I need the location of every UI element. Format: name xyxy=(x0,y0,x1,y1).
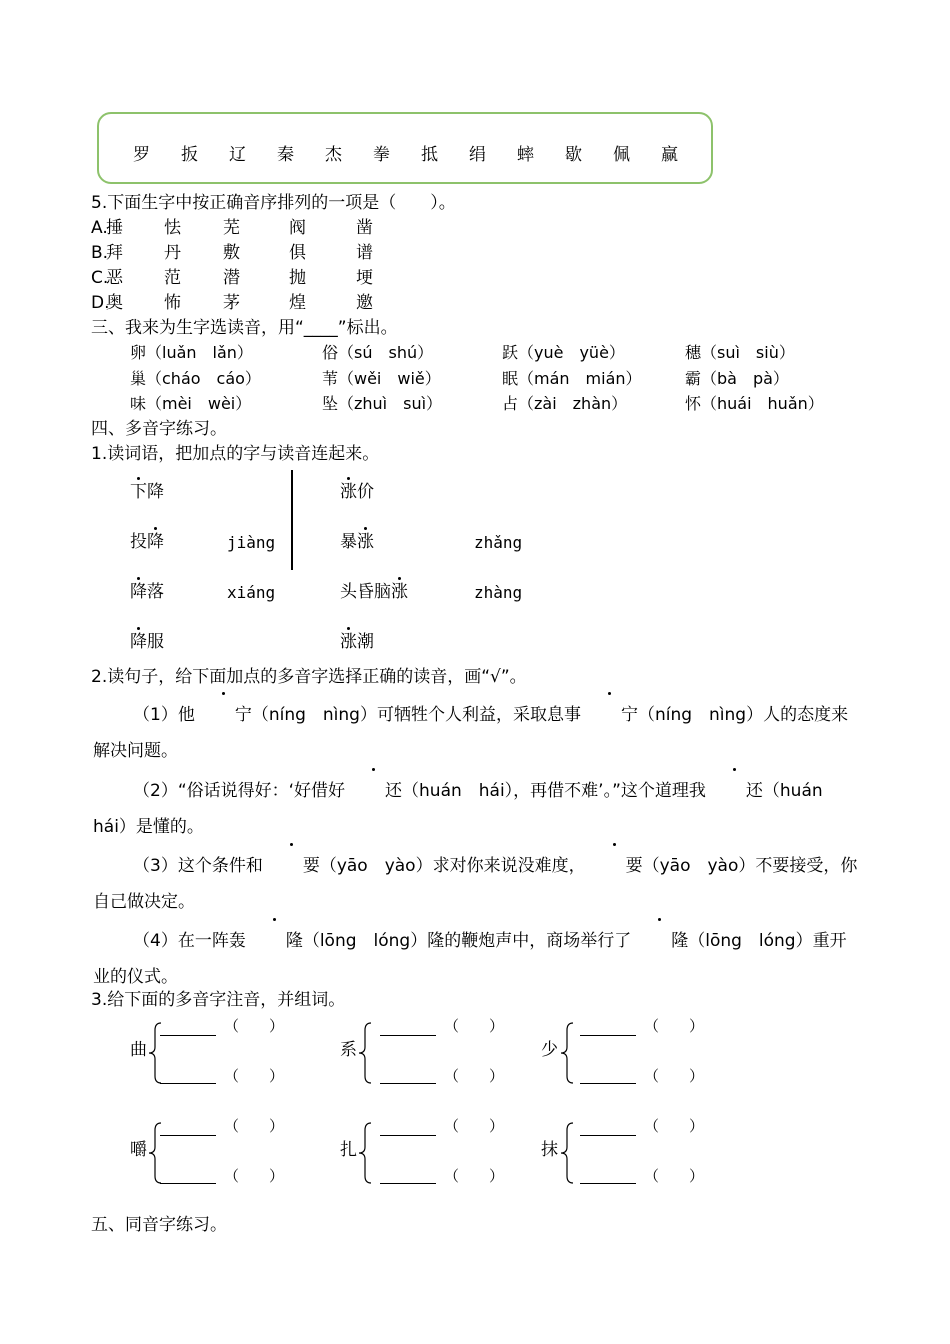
answer-blank[interactable] xyxy=(380,1183,436,1184)
answer-blank[interactable] xyxy=(580,1135,636,1136)
option-char: 埂 xyxy=(356,268,373,288)
option-char: 范 xyxy=(164,268,181,288)
box-char: 秦 xyxy=(277,145,294,165)
option-label: D. xyxy=(91,293,110,313)
answer-blank[interactable] xyxy=(160,1135,216,1136)
option-char: 抛 xyxy=(289,268,306,288)
pinyin-paren[interactable]: （ ） xyxy=(644,1117,705,1135)
pinyin-item: 穗（suì siù） xyxy=(685,343,795,362)
box-char: 赢 xyxy=(661,145,678,165)
q5-title: 5.下面生字中按正确音序排列的一项是（ ）。 xyxy=(91,193,456,213)
pinyin-paren[interactable]: （ ） xyxy=(444,1067,505,1085)
pinyin-paren[interactable]: （ ） xyxy=(644,1167,705,1185)
option-char: 煌 xyxy=(289,293,306,313)
box-char: 歇 xyxy=(565,145,582,165)
box-char: 绢 xyxy=(469,145,486,165)
box-char: 杰 xyxy=(325,145,342,165)
answer-blank[interactable] xyxy=(580,1083,636,1084)
option-label: B. xyxy=(91,243,109,263)
polyphone-char: 曲 xyxy=(130,1040,147,1060)
pinyin-paren[interactable]: （ ） xyxy=(224,1017,285,1035)
brace-icon xyxy=(358,1122,372,1184)
polyphone-char: 嚼 xyxy=(130,1140,147,1160)
word-item: 下降 xyxy=(130,482,164,502)
sentence-1: （1）他 宁（níng nìng）可牺牲个人利益，采取息事 宁（níng nìng）人的态度来解决问题。 xyxy=(93,697,859,769)
answer-blank[interactable] xyxy=(160,1083,216,1084)
option-char: 谱 xyxy=(356,243,373,263)
brace-icon xyxy=(148,1122,162,1184)
pinyin-item: 苇（wěi wiě） xyxy=(322,369,441,388)
word-item: 涨价 xyxy=(340,482,374,502)
option-char: 潜 xyxy=(223,268,240,288)
box-char: 拳 xyxy=(373,145,390,165)
pinyin-paren[interactable]: （ ） xyxy=(444,1167,505,1185)
pinyin-paren[interactable]: （ ） xyxy=(224,1167,285,1185)
answer-blank[interactable] xyxy=(160,1183,216,1184)
sentence-2: （2）“俗话说得好：‘好借好 还（huán hái），再借不难’。”这个道理我 还（huán hái）是懂的。 xyxy=(93,773,859,845)
pinyin-item: 巢（cháo cáo） xyxy=(130,369,261,388)
q3-title: 3.给下面的多音字注音，并组词。 xyxy=(91,990,346,1010)
section-5-title: 五、同音字练习。 xyxy=(91,1215,227,1235)
pinyin-paren[interactable]: （ ） xyxy=(444,1117,505,1135)
polyphone-char: 抹 xyxy=(541,1140,558,1160)
pinyin-paren[interactable]: （ ） xyxy=(224,1117,285,1135)
option-char: 拜 xyxy=(106,243,123,263)
box-char: 佩 xyxy=(613,145,630,165)
option-char: 芜 xyxy=(223,218,240,238)
answer-blank[interactable] xyxy=(580,1183,636,1184)
answer-blank[interactable] xyxy=(380,1083,436,1084)
polyphone-char: 扎 xyxy=(340,1140,357,1160)
pinyin-option: xiáng xyxy=(227,583,276,602)
sentence-3: （3）这个条件和 要（yāo yào）求对你来说没难度， 要（yāo yào）不要接受，你自己做决定。 xyxy=(93,848,859,920)
word-item: 降落 xyxy=(130,582,164,602)
pinyin-item: 卵（luǎn lǎn） xyxy=(130,343,253,362)
word-item: 投降 xyxy=(130,532,164,552)
answer-blank[interactable] xyxy=(380,1035,436,1036)
option-char: 茅 xyxy=(223,293,240,313)
q1-title: 1.读词语，把加点的字与读音连起来。 xyxy=(91,444,380,464)
box-char: 扳 xyxy=(181,145,198,165)
pinyin-item: 味（mèi wèi） xyxy=(130,394,252,413)
pinyin-paren[interactable]: （ ） xyxy=(644,1067,705,1085)
pinyin-item: 怀（huái huǎn） xyxy=(685,394,824,413)
option-char: 怯 xyxy=(164,218,181,238)
option-char: 俱 xyxy=(289,243,306,263)
brace-icon xyxy=(148,1022,162,1084)
pinyin-option: zhǎng xyxy=(474,533,523,552)
answer-blank[interactable] xyxy=(160,1035,216,1036)
pinyin-paren[interactable]: （ ） xyxy=(224,1067,285,1085)
option-label: C. xyxy=(91,268,109,288)
pinyin-item: 俗（sú shú） xyxy=(322,343,434,362)
word-item: 头昏脑涨 xyxy=(340,582,408,602)
brace-icon xyxy=(560,1022,574,1084)
pinyin-item: 跃（yuè yüè） xyxy=(502,343,625,362)
section-3-title: 三、我来为生字选读音，用“____”标出。 xyxy=(91,318,398,338)
pinyin-paren[interactable]: （ ） xyxy=(444,1017,505,1035)
option-char: 邀 xyxy=(356,293,373,313)
brace-icon xyxy=(560,1122,574,1184)
option-char: 恶 xyxy=(106,268,123,288)
pinyin-item: 霸（bà pà） xyxy=(685,369,789,388)
option-label: A. xyxy=(91,218,108,238)
box-char: 蟀 xyxy=(517,145,534,165)
word-item: 降服 xyxy=(130,632,164,652)
q2-title: 2.读句子，给下面加点的多音字选择正确的读音，画“√”。 xyxy=(91,667,527,687)
pinyin-option: jiàng xyxy=(227,533,276,552)
box-char: 罗 xyxy=(133,145,150,165)
box-char: 抵 xyxy=(421,145,438,165)
section-4-title: 四、多音字练习。 xyxy=(91,419,227,439)
word-item: 暴涨 xyxy=(340,532,374,552)
option-char: 敷 xyxy=(223,243,240,263)
answer-blank[interactable] xyxy=(580,1035,636,1036)
option-char: 捶 xyxy=(106,218,123,238)
option-char: 奥 xyxy=(106,293,123,313)
sentence-4: （4）在一阵轰 隆（lōng lóng）隆的鞭炮声中，商场举行了 隆（lōng lóng）重开业的仪式。 xyxy=(93,923,859,995)
pinyin-option: zhàng xyxy=(474,583,523,602)
option-char: 丹 xyxy=(164,243,181,263)
character-box xyxy=(97,112,713,184)
option-char: 阀 xyxy=(289,218,306,238)
option-char: 凿 xyxy=(356,218,373,238)
answer-blank[interactable] xyxy=(380,1135,436,1136)
pinyin-item: 眠（mán mián） xyxy=(502,369,642,388)
pinyin-item: 坠（zhuì suì） xyxy=(322,394,443,413)
pinyin-paren[interactable]: （ ） xyxy=(644,1017,705,1035)
box-char: 辽 xyxy=(229,145,246,165)
polyphone-char: 系 xyxy=(340,1040,357,1060)
word-item: 涨潮 xyxy=(340,632,374,652)
option-char: 怖 xyxy=(164,293,181,313)
divider-line xyxy=(291,470,293,570)
polyphone-char: 少 xyxy=(541,1040,558,1060)
pinyin-item: 占（zài zhàn） xyxy=(502,394,628,413)
brace-icon xyxy=(358,1022,372,1084)
